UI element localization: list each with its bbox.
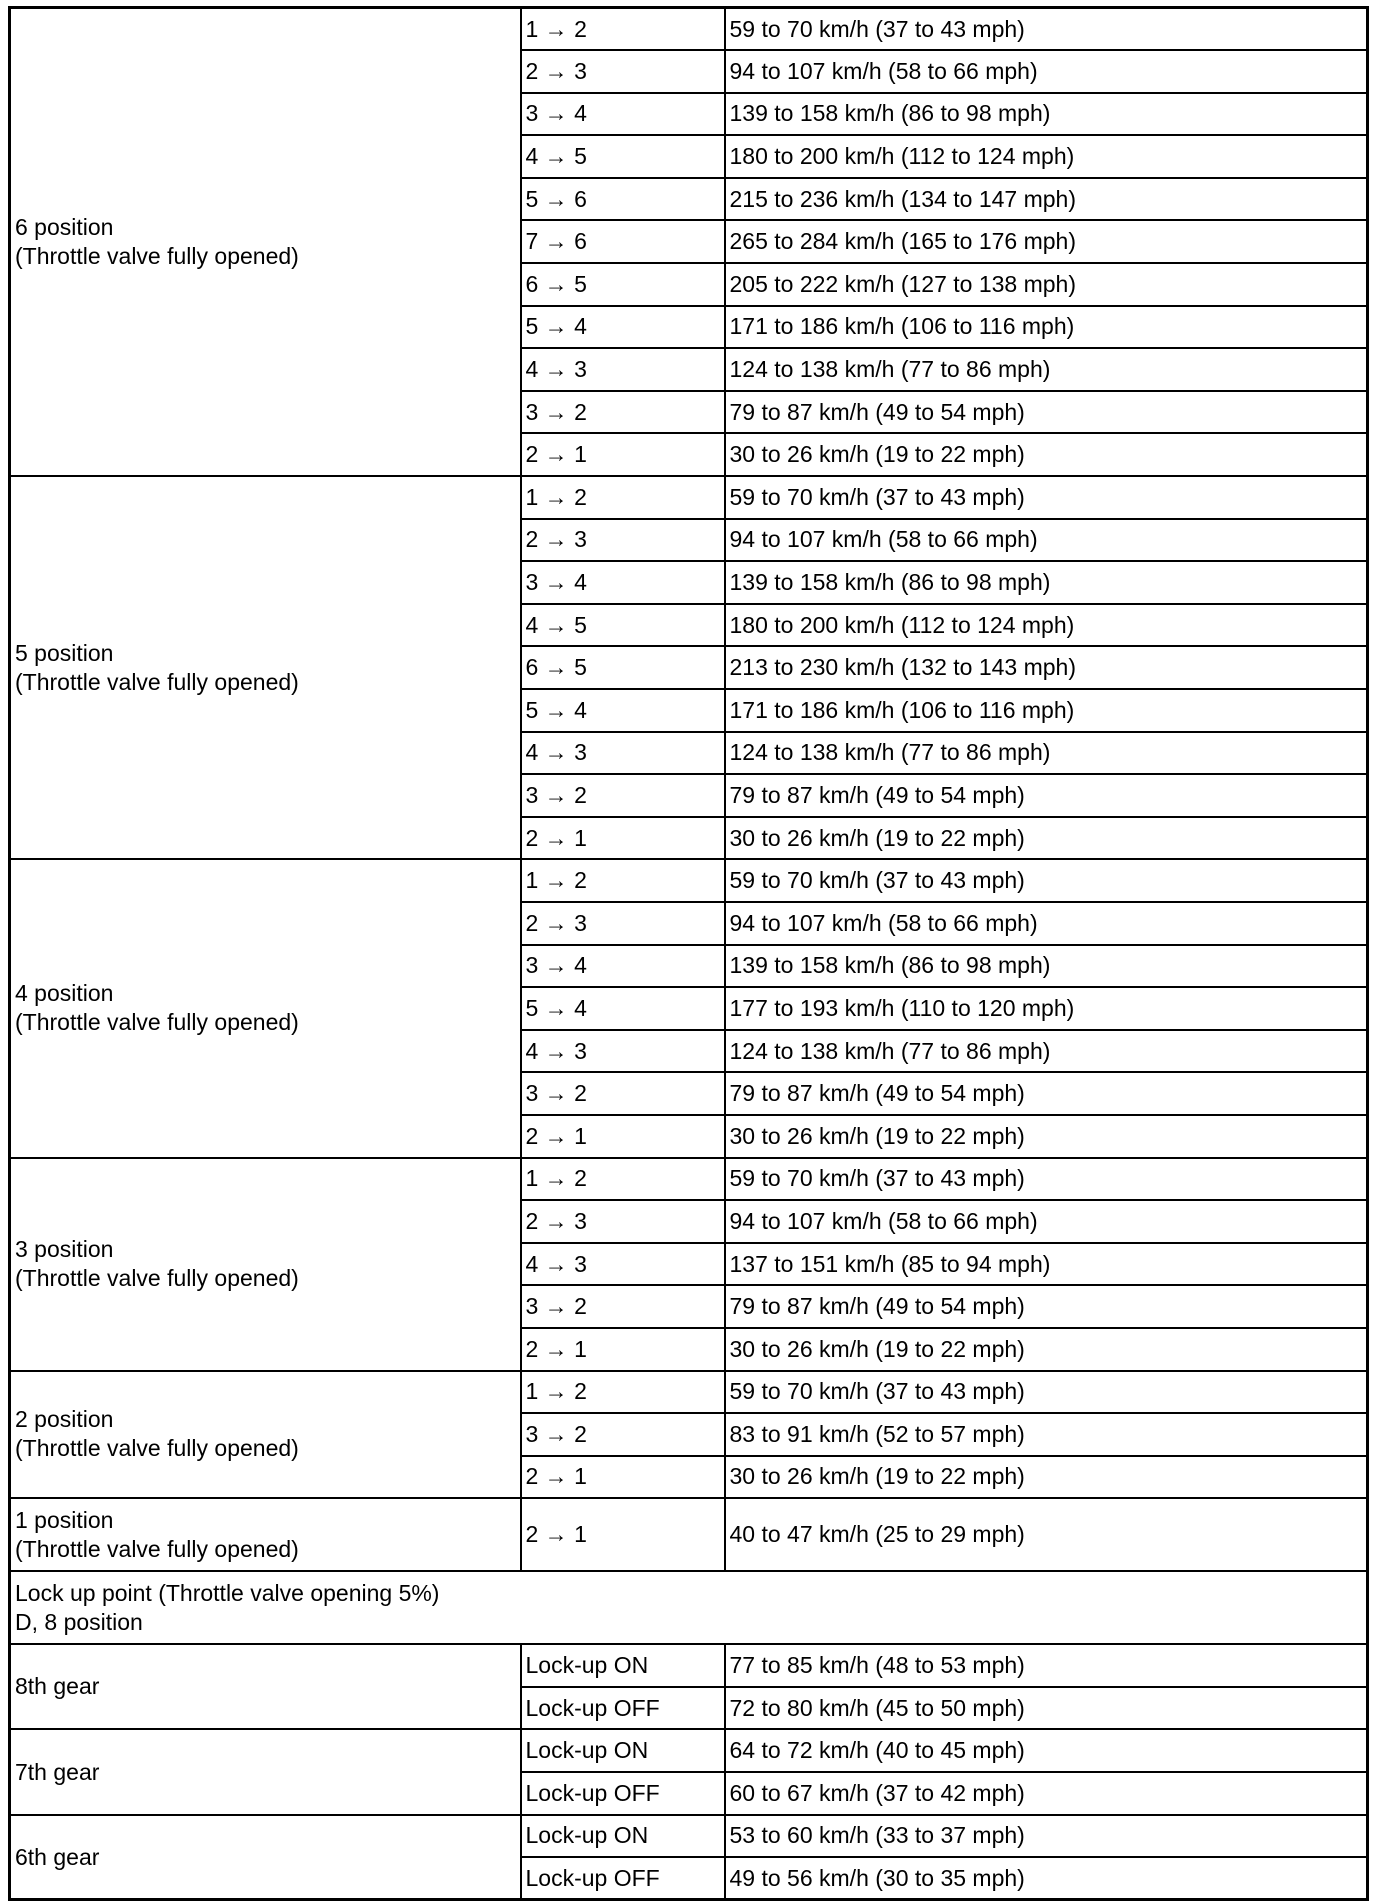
lockup-subtitle: D, 8 position: [15, 1608, 143, 1635]
speed-cell: 30 to 26 km/h (19 to 22 mph): [725, 1328, 1368, 1371]
position-label: 3 position: [15, 1236, 114, 1263]
speed-cell: 72 to 80 km/h (45 to 50 mph): [725, 1687, 1368, 1730]
shift-cell: 4 → 3: [521, 1030, 725, 1073]
shift-cell: 5 → 4: [521, 987, 725, 1030]
speed-cell: 139 to 158 km/h (86 to 98 mph): [725, 945, 1368, 988]
speed-cell: 49 to 56 km/h (30 to 35 mph): [725, 1857, 1368, 1900]
position-label: 4 position: [15, 980, 114, 1007]
speed-cell: 77 to 85 km/h (48 to 53 mph): [725, 1644, 1368, 1687]
shift-cell: 1 → 2: [521, 476, 725, 519]
shift-cell: 3 → 2: [521, 1072, 725, 1115]
shift-cell: 2 → 1: [521, 1498, 725, 1571]
speed-cell: 59 to 70 km/h (37 to 43 mph): [725, 476, 1368, 519]
condition-label: (Throttle valve fully opened): [15, 1009, 299, 1036]
table-row: [10, 1498, 1368, 1571]
speed-cell: 94 to 107 km/h (58 to 66 mph): [725, 1200, 1368, 1243]
speed-cell: 60 to 67 km/h (37 to 42 mph): [725, 1772, 1368, 1815]
shift-cell: 4 → 3: [521, 1243, 725, 1286]
speed-cell: 177 to 193 km/h (110 to 120 mph): [725, 987, 1368, 1030]
gear-cell: 6th gear: [10, 1815, 521, 1900]
shift-cell: 6 → 5: [521, 263, 725, 306]
shift-cell: 2 → 1: [521, 1328, 725, 1371]
shift-cell: 2 → 1: [521, 1456, 725, 1499]
gear-cell: 8th gear: [10, 1644, 521, 1729]
speed-cell: 30 to 26 km/h (19 to 22 mph): [725, 1456, 1368, 1499]
condition-label: (Throttle valve fully opened): [15, 1265, 299, 1292]
shift-cell: 3 → 2: [521, 391, 725, 434]
speed-cell: 59 to 70 km/h (37 to 43 mph): [725, 1371, 1368, 1414]
speed-cell: 180 to 200 km/h (112 to 124 mph): [725, 604, 1368, 647]
shift-cell: 2 → 3: [521, 902, 725, 945]
shift-cell: 4 → 5: [521, 604, 725, 647]
speed-cell: 79 to 87 km/h (49 to 54 mph): [725, 1072, 1368, 1115]
position-cell: [10, 1498, 521, 1571]
shift-cell: 3 → 2: [521, 1413, 725, 1456]
table-row: [10, 476, 1368, 519]
table-row: [10, 859, 1368, 902]
speed-cell: 94 to 107 km/h (58 to 66 mph): [725, 50, 1368, 93]
position-cell: [10, 8, 521, 477]
position-cell: [10, 476, 521, 859]
shift-cell: 7 → 6: [521, 220, 725, 263]
speed-cell: 124 to 138 km/h (77 to 86 mph): [725, 348, 1368, 391]
shift-cell: 4 → 3: [521, 732, 725, 775]
shift-cell: 2 → 1: [521, 433, 725, 476]
shift-point-table-body: [10, 8, 1368, 1900]
shift-cell: 5 → 4: [521, 689, 725, 732]
speed-cell: 213 to 230 km/h (132 to 143 mph): [725, 646, 1368, 689]
speed-cell: 30 to 26 km/h (19 to 22 mph): [725, 817, 1368, 860]
speed-cell: 180 to 200 km/h (112 to 124 mph): [725, 135, 1368, 178]
speed-cell: 79 to 87 km/h (49 to 54 mph): [725, 1285, 1368, 1328]
speed-cell: 83 to 91 km/h (52 to 57 mph): [725, 1413, 1368, 1456]
condition-label: (Throttle valve fully opened): [15, 1535, 299, 1562]
table-row: [10, 8, 1368, 51]
lockup-state-cell: Lock-up ON: [521, 1815, 725, 1858]
shift-cell: 1 → 2: [521, 8, 725, 51]
table-row: [10, 1644, 1368, 1687]
table-row: [10, 1815, 1368, 1858]
lockup-section-row: [10, 1571, 1368, 1644]
shift-cell: 3 → 4: [521, 93, 725, 136]
speed-cell: 30 to 26 km/h (19 to 22 mph): [725, 1115, 1368, 1158]
speed-cell: 79 to 87 km/h (49 to 54 mph): [725, 391, 1368, 434]
speed-cell: 124 to 138 km/h (77 to 86 mph): [725, 1030, 1368, 1073]
shift-cell: 3 → 4: [521, 561, 725, 604]
position-label: 1 position: [15, 1506, 114, 1533]
shift-cell: 3 → 4: [521, 945, 725, 988]
lockup-state-cell: Lock-up OFF: [521, 1687, 725, 1730]
table-row: [10, 1729, 1368, 1772]
shift-cell: 6 → 5: [521, 646, 725, 689]
lockup-state-cell: Lock-up ON: [521, 1644, 725, 1687]
speed-cell: 59 to 70 km/h (37 to 43 mph): [725, 859, 1368, 902]
speed-cell: 94 to 107 km/h (58 to 66 mph): [725, 902, 1368, 945]
shift-cell: 5 → 4: [521, 306, 725, 349]
lockup-title: Lock up point (Throttle valve opening 5%): [15, 1579, 440, 1606]
speed-cell: 59 to 70 km/h (37 to 43 mph): [725, 1158, 1368, 1201]
shift-cell: 2 → 3: [521, 50, 725, 93]
shift-cell: 1 → 2: [521, 859, 725, 902]
shift-cell: 3 → 2: [521, 1285, 725, 1328]
speed-cell: 124 to 138 km/h (77 to 86 mph): [725, 732, 1368, 775]
condition-label: (Throttle valve fully opened): [15, 243, 299, 270]
position-cell: [10, 859, 521, 1157]
shift-cell: 4 → 3: [521, 348, 725, 391]
speed-cell: 137 to 151 km/h (85 to 94 mph): [725, 1243, 1368, 1286]
shift-cell: 4 → 5: [521, 135, 725, 178]
speed-cell: 59 to 70 km/h (37 to 43 mph): [725, 8, 1368, 51]
shift-cell: 1 → 2: [521, 1371, 725, 1414]
lockup-state-cell: Lock-up OFF: [521, 1857, 725, 1900]
shift-cell: 1 → 2: [521, 1158, 725, 1201]
lockup-state-cell: Lock-up OFF: [521, 1772, 725, 1815]
position-label: 2 position: [15, 1406, 114, 1433]
speed-cell: 53 to 60 km/h (33 to 37 mph): [725, 1815, 1368, 1858]
position-label: 6 position: [15, 214, 114, 241]
table-row: [10, 1158, 1368, 1201]
condition-label: (Throttle valve fully opened): [15, 1435, 299, 1462]
speed-cell: 64 to 72 km/h (40 to 45 mph): [725, 1729, 1368, 1772]
table-row: [10, 1371, 1368, 1414]
position-cell: [10, 1371, 521, 1499]
position-cell: [10, 1158, 521, 1371]
shift-cell: 2 → 1: [521, 1115, 725, 1158]
lockup-state-cell: Lock-up ON: [521, 1729, 725, 1772]
speed-cell: 79 to 87 km/h (49 to 54 mph): [725, 774, 1368, 817]
speed-cell: 94 to 107 km/h (58 to 66 mph): [725, 519, 1368, 562]
condition-label: (Throttle valve fully opened): [15, 668, 299, 695]
speed-cell: 171 to 186 km/h (106 to 116 mph): [725, 689, 1368, 732]
speed-cell: 139 to 158 km/h (86 to 98 mph): [725, 561, 1368, 604]
speed-cell: 171 to 186 km/h (106 to 116 mph): [725, 306, 1368, 349]
speed-cell: 40 to 47 km/h (25 to 29 mph): [725, 1498, 1368, 1571]
shift-cell: 2 → 1: [521, 817, 725, 860]
lockup-section-heading: [10, 1571, 1368, 1644]
position-label: 5 position: [15, 639, 114, 666]
shift-point-table: [8, 6, 1369, 1901]
shift-cell: 3 → 2: [521, 774, 725, 817]
speed-cell: 265 to 284 km/h (165 to 176 mph): [725, 220, 1368, 263]
speed-cell: 30 to 26 km/h (19 to 22 mph): [725, 433, 1368, 476]
gear-cell: 7th gear: [10, 1729, 521, 1814]
speed-cell: 139 to 158 km/h (86 to 98 mph): [725, 93, 1368, 136]
shift-cell: 2 → 3: [521, 1200, 725, 1243]
shift-cell: 5 → 6: [521, 178, 725, 221]
speed-cell: 215 to 236 km/h (134 to 147 mph): [725, 178, 1368, 221]
shift-cell: 2 → 3: [521, 519, 725, 562]
speed-cell: 205 to 222 km/h (127 to 138 mph): [725, 263, 1368, 306]
